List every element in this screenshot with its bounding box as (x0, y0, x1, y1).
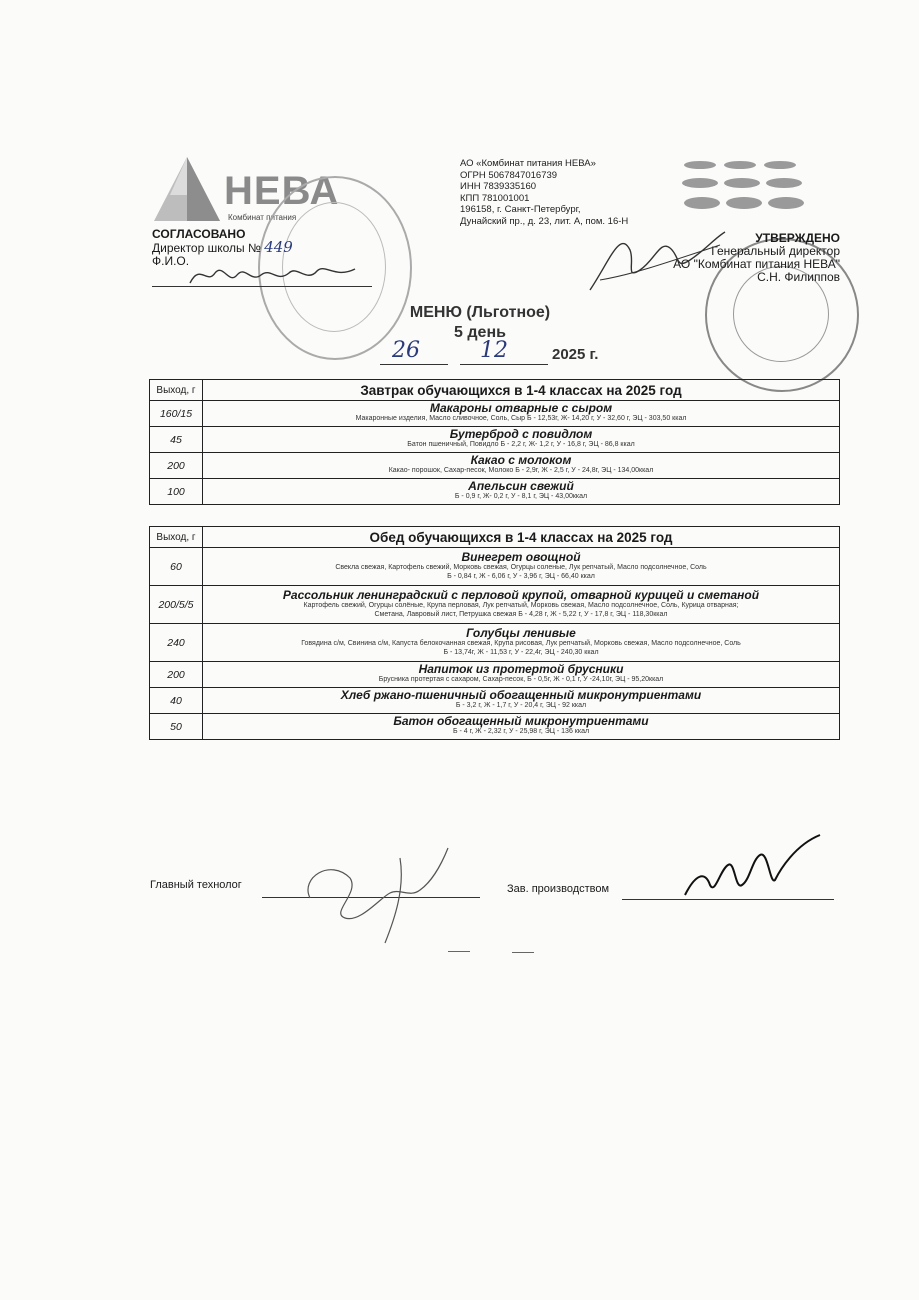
dish-composition: Какао- порошок, Сахар-песок, Молоко Б - 2,9г, Ж - 2,5 г, У - 24,8г, ЭЦ - 134,00ккал (388, 467, 654, 475)
table-row (150, 624, 840, 662)
dish-name: Рассольник ленинградский с перловой крупой, отварной курицей и сметаной (282, 588, 760, 602)
dash-mark (448, 951, 470, 952)
company-name: АО «Комбинат питания НЕВА» (460, 158, 596, 169)
lunch-header-row (150, 527, 840, 548)
date-day: 26 (392, 338, 420, 363)
row-output: 50 (150, 714, 203, 740)
approved-label: УТВЕРЖДЕНО (755, 231, 840, 245)
dish-composition: Б - 0,9 г, Ж- 0,2 г, У - 8,1 г, ЭЦ - 43,00ккал (454, 493, 588, 501)
dish-composition: Макаронные изделия, Масло сливочное, Соль, Сыр Б - 12,53г, Ж- 14,20 г, У - 32,60 г, ЭЦ - 303,50 ккал (355, 415, 687, 423)
company-info (460, 158, 690, 227)
dish-name: Макароны отварные с сыром (429, 401, 613, 416)
row-dish (203, 586, 840, 624)
table-row (150, 479, 840, 505)
prod-signature-label: Зав. производством (507, 883, 610, 895)
agreed-fio: Ф.И.О. (152, 254, 190, 268)
row-dish (203, 401, 840, 427)
breakfast-table (149, 379, 840, 505)
agreed-label: СОГЛАСОВАНО (152, 227, 246, 241)
row-output: 240 (150, 624, 203, 662)
dish-nutrition: Б - 13,74г, Ж - 11,53 г, У - 22,4г, ЭЦ - 240,30 ккал (443, 648, 599, 656)
dish-name: Напиток из протертой брусники (418, 662, 624, 677)
company-kpp: КПП 781001001 (460, 192, 530, 204)
dish-composition: Свекла свежая, Картофель свежий, Морковь свежая, Огурцы соленые, Лук репчатый, Масло подсолнечное, Соль (335, 564, 707, 571)
breakfast-title: Завтрак обучающихся в 1-4 классах на 2025 год (203, 380, 840, 401)
school-number: 449 (264, 238, 293, 256)
table-row (150, 662, 840, 688)
row-output: 200/5/5 (150, 586, 203, 624)
row-dish (203, 714, 840, 740)
table-row (150, 586, 840, 624)
row-output: 100 (150, 479, 203, 505)
dish-composition: Б - 3,2 г, Ж - 1,7 г, У - 20,4 г, ЭЦ - 92 ккал (455, 702, 587, 710)
dish-name: Апельсин свежий (468, 479, 574, 494)
approved-org: АО "Комбинат питания НЕВА" (673, 257, 840, 271)
dish-name: Какао с молоком (470, 453, 572, 468)
tech-signature (290, 838, 460, 948)
row-dish (203, 479, 840, 505)
row-dish (203, 548, 840, 586)
dish-composition: Брусника протертая с сахаром, Сахар-песок, Б - 0,5г, Ж - 0,1 г, У -24,10г, ЭЦ - 95,20ккал (378, 676, 664, 684)
agreed-position-row (152, 238, 382, 256)
dish-composition: Говядина с/м, Свинина с/м, Капуста белокочанная свежая, Крупа рисовая, Лук репчатый, Морковь свежая, Масло подсолнечное, Соль (301, 640, 741, 647)
row-dish (203, 662, 840, 688)
table-row (150, 427, 840, 453)
logo-subtitle: Комбинат питания (228, 213, 297, 222)
agreed-position: Директор школы № (152, 241, 261, 255)
row-output: 200 (150, 662, 203, 688)
ceo-signature (580, 220, 730, 300)
table-row (150, 453, 840, 479)
dish-composition: Б - 4 г, Ж - 2,32 г, У - 25,98 г, ЭЦ - 136 ккал (452, 728, 590, 736)
date-year: 2025 г. (552, 346, 599, 363)
company-ogrn: ОГРН 5067847016739 (460, 169, 558, 181)
dish-composition: Картофель свежий, Огурцы солёные, Крупа перловая, Лук репчатый, Морковь свежая, Масло подсолнечное, Соль, Курица отварная; (303, 602, 739, 609)
company-city: 196158, г. Санкт-Петербург, (460, 204, 581, 215)
tech-signature-label: Главный технолог (150, 879, 242, 891)
row-output: 60 (150, 548, 203, 586)
dish-name: Винегрет овощной (461, 550, 581, 564)
approved-person: С.Н. Филиппов (757, 270, 840, 284)
row-output: 40 (150, 688, 203, 714)
table-row (150, 688, 840, 714)
dish-nutrition: Б - 0,84 г, Ж - 6,06 г, У - 3,96 г, ЭЦ - 66,40 ккал (447, 572, 595, 580)
director-signature (185, 255, 365, 295)
lunch-col-output: Выход, г (150, 527, 203, 548)
dash-mark (512, 952, 534, 953)
dish-nutrition: Сметана, Лавровый лист, Петрушка свежая Б - 4,28 г, Ж - 5,22 г, У - 17,8 г, ЭЦ - 118,30ккал (374, 610, 668, 618)
date-month: 12 (480, 338, 508, 363)
title-line2: 5 день (454, 324, 506, 341)
pyramid-logo-icon (152, 155, 222, 223)
dish-composition: Батон пшеничный, Повидло Б - 2,2 г, Ж- 1,2 г, У - 16,8 г, ЭЦ - 86,8 ккал (407, 441, 635, 449)
dish-name: Хлеб ржано-пшеничный обогащенный микронутриентами (340, 688, 702, 703)
logo-name: НЕВА (224, 169, 340, 213)
row-output: 200 (150, 453, 203, 479)
row-dish (203, 688, 840, 714)
table-row (150, 401, 840, 427)
lunch-title: Обед обучающихся в 1-4 классах на 2025 год (203, 527, 840, 548)
lunch-table (149, 526, 840, 740)
menu-title (360, 303, 600, 343)
breakfast-col-output: Выход, г (150, 380, 203, 401)
table-row (150, 714, 840, 740)
dish-name: Голубцы ленивые (466, 626, 576, 640)
company-inn: ИНН 7839335160 (460, 181, 537, 192)
row-dish (203, 427, 840, 453)
dish-name: Бутерброд с повидлом (449, 427, 593, 442)
row-output: 160/15 (150, 401, 203, 427)
company-address: Дунайский пр., д. 23, лит. А, пом. 16-Н (460, 215, 629, 227)
prod-signature (680, 830, 830, 910)
title-line1: МЕНЮ (Льготное) (409, 304, 551, 321)
row-dish (203, 624, 840, 662)
breakfast-header-row (150, 380, 840, 401)
row-dish (203, 453, 840, 479)
wave-pattern-icon (680, 155, 810, 225)
table-row (150, 548, 840, 586)
approved-position: Генеральный директор (711, 244, 840, 258)
row-output: 45 (150, 427, 203, 453)
dish-name: Батон обогащенный микронутриентами (393, 714, 649, 729)
menu-date (380, 338, 620, 368)
